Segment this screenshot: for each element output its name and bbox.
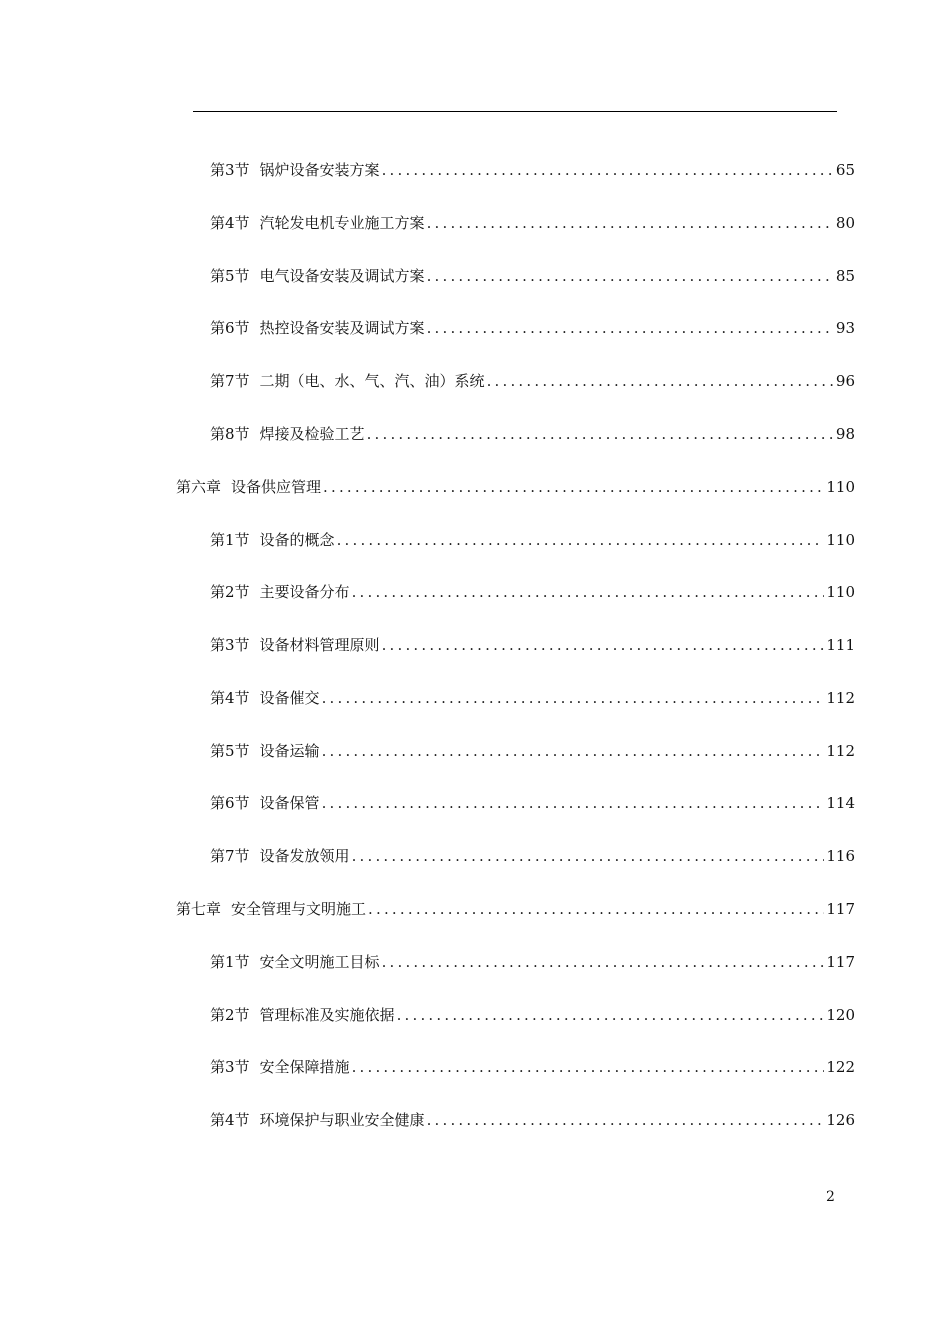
toc-entry-title: 设备催交 xyxy=(259,689,320,707)
dot-leader xyxy=(382,634,825,656)
toc-entry-page: 112 xyxy=(826,742,855,760)
toc-entry[interactable] xyxy=(210,792,855,814)
dot-leader xyxy=(337,529,825,551)
dot-leader xyxy=(487,370,834,392)
toc-chapter-entry[interactable] xyxy=(176,898,855,920)
toc-entry-title: 安全保障措施 xyxy=(259,1058,350,1076)
toc-entry[interactable] xyxy=(210,265,855,287)
toc-entry-number: 第六章 xyxy=(176,478,222,496)
toc-entry-page: 80 xyxy=(835,214,855,232)
dot-leader xyxy=(427,212,834,234)
toc-entry-number: 第2节 xyxy=(210,1006,250,1024)
toc-entry-page: 111 xyxy=(826,636,855,654)
toc-entry-number: 第3节 xyxy=(210,636,250,654)
toc-entry[interactable] xyxy=(210,581,855,603)
toc-entry-title: 焊接及检验工艺 xyxy=(259,425,365,443)
toc-entry-page: 122 xyxy=(826,1058,855,1076)
dot-leader xyxy=(352,845,825,867)
toc-entry-number: 第6节 xyxy=(210,319,250,337)
toc-entry-number: 第7节 xyxy=(210,372,250,390)
toc-entry-title: 锅炉设备安装方案 xyxy=(259,161,380,179)
toc-entry[interactable] xyxy=(210,423,855,445)
toc-entry-number: 第5节 xyxy=(210,742,250,760)
toc-entry[interactable] xyxy=(210,634,855,656)
toc-entry-page: 98 xyxy=(835,425,855,443)
toc-entry[interactable] xyxy=(210,1004,855,1026)
toc-entry-page: 110 xyxy=(826,531,855,549)
toc-entry[interactable] xyxy=(210,370,855,392)
dot-leader xyxy=(382,159,834,181)
toc-entry-number: 第7节 xyxy=(210,847,250,865)
toc-entry-title: 主要设备分布 xyxy=(259,583,350,601)
toc-entry-title: 设备供应管理 xyxy=(231,478,322,496)
toc-entry-title: 设备保管 xyxy=(259,794,320,812)
toc-entry-page: 110 xyxy=(826,478,855,496)
toc-entry[interactable] xyxy=(210,687,855,709)
toc-entry-title: 环境保护与职业安全健康 xyxy=(259,1111,425,1129)
toc-entry-page: 112 xyxy=(826,689,855,707)
dot-leader xyxy=(322,740,825,762)
toc-entry[interactable] xyxy=(210,212,855,234)
toc-entry-page: 85 xyxy=(835,267,855,285)
toc-entry-page: 65 xyxy=(835,161,855,179)
toc-entry-page: 117 xyxy=(826,953,855,971)
toc-entry[interactable] xyxy=(210,951,855,973)
toc-entry[interactable] xyxy=(210,845,855,867)
toc-entry[interactable] xyxy=(210,159,855,181)
toc-entry-page: 110 xyxy=(826,583,855,601)
toc-entry-title: 二期（电、水、气、汽、油）系统 xyxy=(259,372,485,390)
toc-entry-title: 汽轮发电机专业施工方案 xyxy=(259,214,425,232)
toc-entry-number: 第3节 xyxy=(210,161,250,179)
toc-entry-page: 126 xyxy=(826,1111,855,1129)
toc-entry-number: 第6节 xyxy=(210,794,250,812)
toc-entry-number: 第5节 xyxy=(210,267,250,285)
toc-entry[interactable] xyxy=(210,317,855,339)
dot-leader xyxy=(427,265,834,287)
page-number: 2 xyxy=(826,1189,835,1205)
toc-entry-number: 第2节 xyxy=(210,583,250,601)
toc-entry-number: 第4节 xyxy=(210,1111,250,1129)
toc-entry-title: 设备材料管理原则 xyxy=(259,636,380,654)
dot-leader xyxy=(427,317,834,339)
toc-entry[interactable] xyxy=(210,740,855,762)
toc-entry-title: 设备发放领用 xyxy=(259,847,350,865)
dot-leader xyxy=(397,1004,825,1026)
dot-leader xyxy=(368,898,824,920)
toc-entry-number: 第8节 xyxy=(210,425,250,443)
toc-entry-number: 第1节 xyxy=(210,953,250,971)
toc-entry-title: 设备的概念 xyxy=(259,531,335,549)
toc-entry-title: 热控设备安装及调试方案 xyxy=(259,319,425,337)
toc-entry-page: 120 xyxy=(826,1006,855,1024)
dot-leader xyxy=(367,423,834,445)
dot-leader xyxy=(323,476,824,498)
toc-entry-page: 96 xyxy=(835,372,855,390)
toc-entry-number: 第4节 xyxy=(210,214,250,232)
dot-leader xyxy=(322,792,825,814)
toc-entry-page: 93 xyxy=(835,319,855,337)
toc-chapter-entry[interactable] xyxy=(176,476,855,498)
toc-entry[interactable] xyxy=(210,529,855,551)
toc-entry-title: 设备运输 xyxy=(259,742,320,760)
toc-entry-page: 116 xyxy=(826,847,855,865)
toc-entry-number: 第4节 xyxy=(210,689,250,707)
dot-leader xyxy=(322,687,825,709)
toc-entry-title: 电气设备安装及调试方案 xyxy=(259,267,425,285)
toc-entry-page: 114 xyxy=(826,794,855,812)
toc-entry-number: 第七章 xyxy=(176,900,222,918)
dot-leader xyxy=(352,1056,825,1078)
toc-entry-number: 第1节 xyxy=(210,531,250,549)
toc-entry-title: 管理标准及实施依据 xyxy=(259,1006,395,1024)
toc-entry-number: 第3节 xyxy=(210,1058,250,1076)
dot-leader xyxy=(382,951,825,973)
toc-entry-page: 117 xyxy=(826,900,855,918)
toc-entry[interactable] xyxy=(210,1109,855,1131)
dot-leader xyxy=(352,581,825,603)
toc-entry[interactable] xyxy=(210,1056,855,1078)
toc-entry-title: 安全管理与文明施工 xyxy=(231,900,367,918)
dot-leader xyxy=(427,1109,825,1131)
toc-entry-title: 安全文明施工目标 xyxy=(259,953,380,971)
